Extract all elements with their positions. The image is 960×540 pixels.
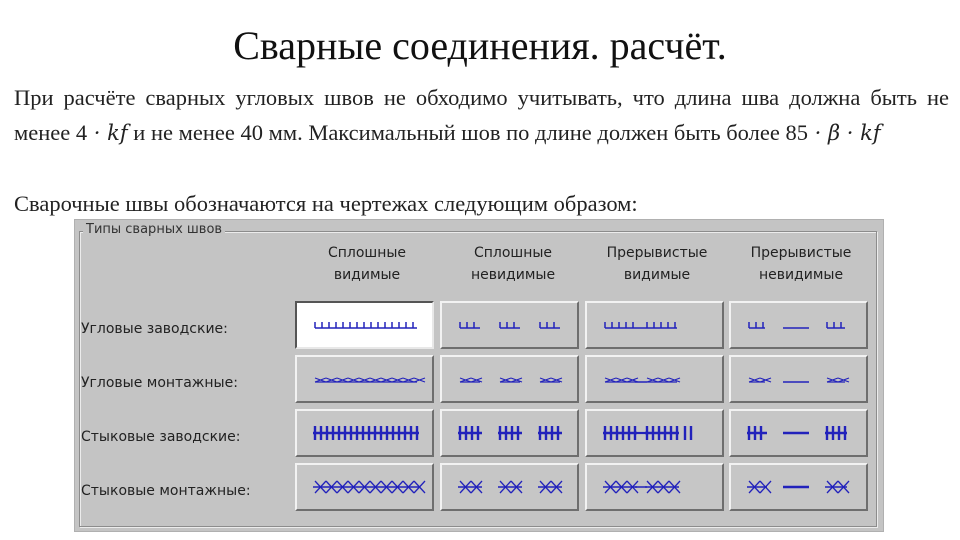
weld-symbol-cell[interactable]	[585, 301, 724, 349]
weld-symbol-icon	[297, 303, 432, 347]
weld-symbol-cell[interactable]	[585, 463, 724, 511]
weld-symbol-icon	[297, 357, 432, 401]
weld-symbol-cell[interactable]	[440, 409, 579, 457]
weld-symbol-icon	[442, 465, 577, 509]
formula-4kf: · kf	[87, 121, 128, 145]
weld-symbol-cell[interactable]	[585, 409, 724, 457]
weld-symbol-icon	[442, 303, 577, 347]
row-label-fillet-field: Угловые монтажные:	[81, 375, 238, 391]
weld-symbol-icon	[731, 411, 866, 455]
weld-symbol-icon	[731, 465, 866, 509]
col-header-intermittent-visible: Прерывистые видимые	[606, 245, 708, 283]
col-header-solid-visible: Сплошные видимые	[327, 245, 407, 283]
col-header-solid-hidden: Сплошные невидимые	[470, 245, 556, 283]
row-label-butt-shop: Стыковые заводские:	[81, 429, 241, 445]
weld-symbol-icon	[587, 303, 722, 347]
weld-types-panel	[74, 219, 884, 532]
formula-85-beta-kf: · β · kf	[807, 121, 881, 145]
weld-symbol-cell[interactable]	[440, 301, 579, 349]
weld-symbol-cell[interactable]	[729, 463, 868, 511]
row-label-butt-field: Стыковые монтажные:	[81, 483, 251, 499]
row-label-fillet-shop: Угловые заводские:	[81, 321, 228, 337]
legend-intro: Сварочные швы обозначаются на чертежах следующим образом:	[14, 191, 638, 216]
weld-symbol-cell[interactable]	[729, 301, 868, 349]
weld-symbol-cell[interactable]	[295, 301, 434, 349]
weld-symbol-cell[interactable]	[585, 355, 724, 403]
weld-symbol-icon	[297, 465, 432, 509]
weld-symbol-icon	[442, 411, 577, 455]
weld-symbol-icon	[587, 465, 722, 509]
weld-symbol-cell[interactable]	[729, 355, 868, 403]
intro-text-1: При расчёте сварных угловых швов не обходимо учитывать, что длина шва должна быть не менее 4	[14, 85, 949, 145]
weld-symbol-cell[interactable]	[440, 355, 579, 403]
weld-symbol-cell[interactable]	[729, 409, 868, 457]
group-title: Типы сварных швов	[83, 222, 225, 237]
weld-symbol-icon	[731, 357, 866, 401]
intro-text-2: и не менее 40 мм. Максимальный шов по длине должен быть более 85	[127, 120, 808, 145]
weld-symbol-cell[interactable]	[295, 409, 434, 457]
weld-symbol-cell[interactable]	[295, 463, 434, 511]
weld-symbol-icon	[587, 411, 722, 455]
col-header-intermittent-hidden: Прерывистые невидимые	[750, 245, 852, 283]
weld-symbol-icon	[442, 357, 577, 401]
weld-symbol-icon	[731, 303, 866, 347]
weld-symbol-cell[interactable]	[440, 463, 579, 511]
intro-paragraph	[14, 80, 949, 151]
weld-symbol-cell[interactable]	[295, 355, 434, 403]
page-title: Сварные соединения. расчёт.	[233, 23, 727, 68]
weld-symbol-icon	[297, 411, 432, 455]
weld-symbol-icon	[587, 357, 722, 401]
